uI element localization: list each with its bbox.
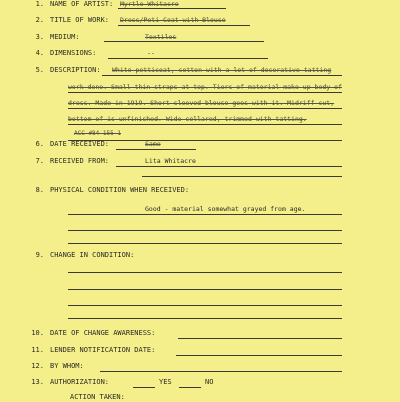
field-label: CHANGE IN CONDITION: (50, 251, 135, 259)
field-label: MEDIUM: (50, 33, 80, 41)
field-number: 1. (35, 0, 44, 8)
field-number: 2. (35, 16, 44, 24)
field-line (68, 140, 342, 141)
description-line-1: White petticoat, cotton with a lot of decorative tatting (112, 66, 332, 74)
field-line (116, 149, 196, 150)
field-number: 9. (35, 251, 44, 259)
field-number: 4. (35, 49, 44, 57)
field-line (68, 243, 342, 244)
accession-number: ACC #84-155-1 (74, 130, 121, 137)
field-number: 7. (35, 157, 44, 165)
field-label: PHYSICAL CONDITION WHEN RECEIVED: (50, 186, 190, 194)
field-line (142, 176, 342, 177)
yes-label: YES (159, 378, 172, 386)
field-label: DATE OF CHANGE AWARENESS: (50, 329, 156, 337)
condition-value: Good - material somewhat grayed from age. (145, 205, 306, 213)
field-number: 12. (31, 362, 44, 370)
field-number: 5. (35, 66, 44, 74)
field-number: 3. (35, 33, 44, 41)
field-line (100, 371, 342, 372)
field-line (118, 8, 226, 9)
field-line (176, 355, 342, 356)
artist-value: Myrtle Whitacre (120, 0, 179, 8)
field-label: DIMENSIONS: (50, 49, 97, 57)
date-received-value: Same (145, 140, 161, 148)
field-number: 13. (31, 378, 44, 386)
field-line (68, 214, 342, 215)
field-line (102, 75, 342, 76)
description-line-2: work done. Small thin straps at top. Tiers of material make up body of (68, 83, 342, 91)
field-number: 6. (35, 140, 44, 148)
field-line (68, 272, 342, 273)
field-number: 10. (31, 329, 44, 337)
received-from-value: Lita Whitacre (145, 157, 196, 165)
field-line (68, 108, 342, 109)
field-label: RECEIVED FROM: (50, 157, 110, 165)
field-line (68, 124, 342, 125)
field-number: 8. (35, 186, 44, 194)
field-line (178, 338, 342, 339)
field-label: TITLE OF WORK: (50, 16, 110, 24)
field-line (108, 58, 268, 59)
field-line (68, 230, 342, 231)
action-taken-label: ACTION TAKEN: (70, 393, 125, 401)
field-line (68, 305, 342, 306)
field-label: AUTHORIZATION: (50, 378, 110, 386)
field-line (116, 166, 342, 167)
field-label: NAME OF ARTIST: (50, 0, 114, 8)
field-line (104, 41, 264, 42)
field-line (68, 289, 342, 290)
field-line (68, 318, 342, 319)
title-value: Dress/Peti Coat with Blouse (120, 16, 226, 24)
field-label: LENDER NOTIFICATION DATE: (50, 346, 156, 354)
field-label: DATE RECEIVED: (50, 140, 110, 148)
medium-value: Textiles (145, 33, 177, 41)
dimensions-value: -- (147, 49, 155, 57)
field-line (118, 25, 250, 26)
field-label: BY WHOM: (50, 362, 84, 370)
description-line-4: bottom of is unfinished. Wide collared, trimmed with tatting. (68, 115, 307, 123)
field-number: 11. (31, 346, 44, 354)
yes-blank (133, 387, 155, 388)
field-label: DESCRIPTION: (50, 66, 101, 74)
no-blank (179, 387, 201, 388)
description-line-3: dress. Made in 1919. Short sleeved blouse goes with it. Midriff cut, (68, 99, 335, 107)
field-line (68, 92, 342, 93)
no-label: NO (205, 378, 214, 386)
